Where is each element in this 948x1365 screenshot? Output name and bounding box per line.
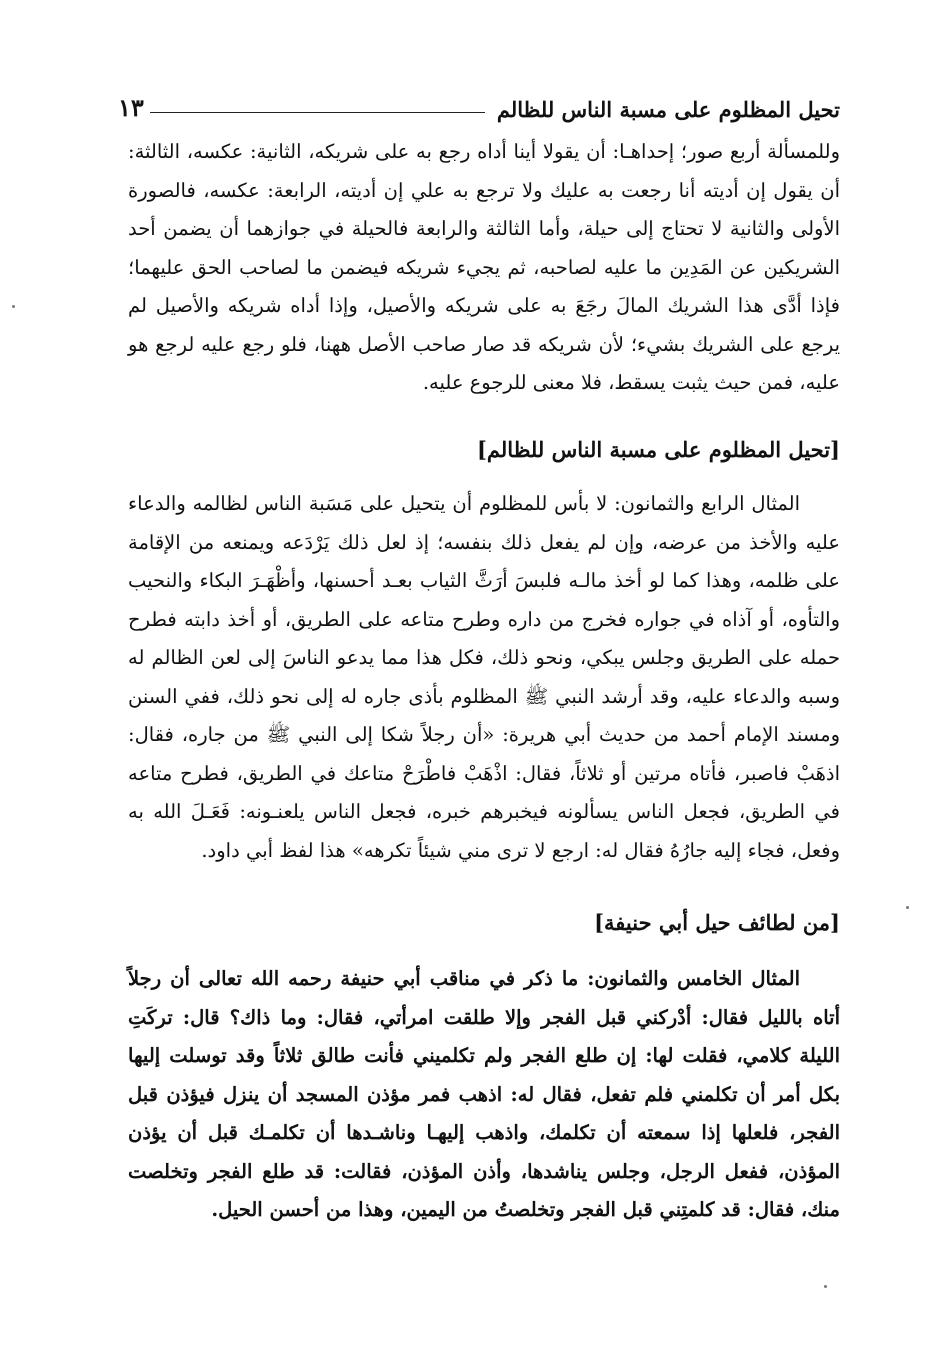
running-header-title: تحيل المظلوم على مسبة الناس للظالم <box>496 97 840 122</box>
section-heading-oppressed: [تحيل المظلوم على مسبة الناس للظالم] <box>477 437 840 462</box>
scan-speck <box>906 906 909 909</box>
scan-speck <box>12 305 15 308</box>
header-rule <box>150 112 485 113</box>
paragraph-example-85-text: المثال الخامس والثمانون: ما ذكر في مناقب أبي حنيفة رحمه الله تعالى أن رجلاً أتاه بالليل فقال: أدْركني قبل الفجر وإلا طلقت امرأتي، فقال: وما ذاك؟ قال: تركَتِ الليلة كلامي، فقلت لها: إن طلع الفجر ولم تكلميني فأنت طالق ثلاثاً وقد توسلت إليها بكل أمر أن تكلمني فلم تفعل، فقال له: اذهب فمر مؤذن المسجد أن ينزل فيؤذن قبل الفجر، فلعلها إذا سمعته أن تكلمك، واذهب إليهـا وناشـدها أن تكلمـك قبل أن يؤذن المؤذن، ففعل الرجل، وجلس يناشدها، وأذن المؤذن، فقالت: قد طلع الفجر وتخلصت منك، فقال: قد كلمتِني قبل الفجر وتخلصتُ من اليمين، وهذا من أحسن الحيل. <box>128 967 840 1221</box>
paragraph-example-84-text: المثال الرابع والثمانون: لا بأس للمظلوم أن يتحيل على مَسَبة الناس لظالمه والدعاء عليه والأخذ من عرضه، وإن لم يفعل ذلك بنفسه؛ إذ لعل ذلك يَرْدَعه ويمنعه من الإقامة على ظلمه، وهذا كما لو أخذ مالـه فلبسَ أرَثَّ الثياب بعـد أحسنها، وأظْهَـرَ البكاء والنحيب والتأوه، أو آذاه في جواره فخرج من داره وطرح متاعه على الطريق، أو أخذ دابته فطرح حمله على الطريق وجلس يبكي، ونحو ذلك، فكل هذا مما يدعو الناسَ إلى لعن الظالم له وسبه والدعاء عليه، وقد أرشد النبي ﷺ المظلوم بأذى جاره له إلى نحو ذلك، ففي السنن ومسند الإمام أحمد من حديث أبي هريرة: «أن رجلاً شكا إلى النبي ﷺ من جاره، فقال: اذهَبْ فاصبر، فأتاه مرتين أو ثلاثاً، فقال: اذْهَبْ فاطْرَحْ متاعك في الطريق، فطرح متاعه في الطريق، فجعل الناس يسألونه فيخبرهم خبره، فجعل الناس يلعنـونه: فَعَـلَ الله به وفعل، فجاء إليه جارُهُ فقال له: ارجع لا ترى مني شيئاً تكرهه» هذا لفظ أبي داود. <box>128 492 840 862</box>
running-header <box>118 82 840 122</box>
paragraph-example-84 <box>128 485 840 870</box>
paragraph-four-forms: وللمسألة أربع صور؛ إحداهـا: أن يقولا أينا أداه رجع به على شريكه، الثانية: عكسه، الثالثة: أن يقول إن أديته أنا رجعت به عليك ولا ترجع به علي إن أديته، الرابعة: عكسه، فالصورة الأولى والثانية لا تحتاج إلى حيلة، وأما الثالثة والرابعة فالحيلة في جوازهما أن يضمن أحد الشريكين عن المَدِين ما عليه لصاحبه، ثم يجيء شريكه فيضمن ما لصاحب الحق عليهما؛ فإذا أدَّى هذا الشريك المالَ رجَعَ به على شريكه والأصيل، وإذا أداه شريكه والأصيل لم يرجع على الشريك بشيء؛ لأن شريكه قد صار صاحب الأصل ههنا، فلو رجع عليه لرجع هو عليه، فمن حيث يثبت يسقط، فلا معنى للرجوع عليه. <box>128 140 840 394</box>
paragraph-example-85 <box>128 960 840 1230</box>
scan-speck <box>824 1285 827 1288</box>
page-number: ١٣ <box>118 93 144 122</box>
section-heading-abu-hanifa: [من لطائف حيل أبي حنيفة] <box>594 910 840 935</box>
